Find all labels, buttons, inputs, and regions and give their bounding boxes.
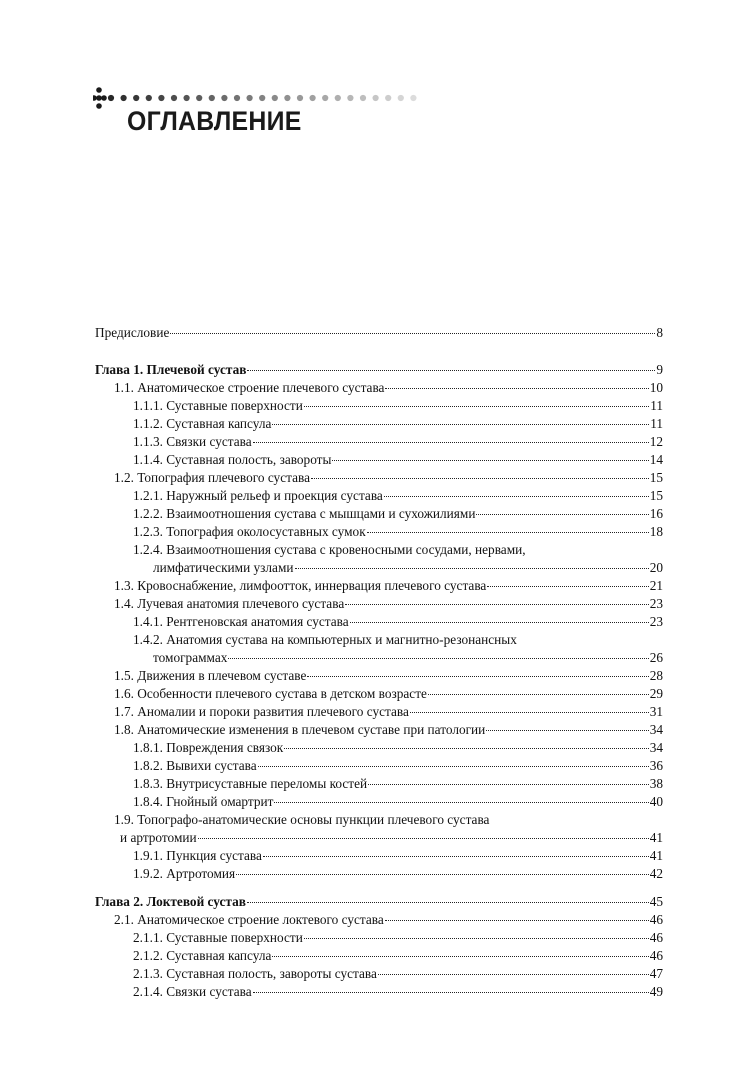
toc-entry bbox=[95, 631, 663, 667]
dot-leader bbox=[476, 514, 648, 515]
toc-entry-title: Глава 2. Локтевой сустав bbox=[95, 894, 246, 909]
dot-leader bbox=[332, 460, 648, 461]
toc-entry bbox=[95, 433, 663, 451]
dot-leader bbox=[350, 622, 649, 623]
ornament-dot bbox=[108, 95, 114, 101]
toc-entry-title: 2.1.1. Суставные поверхности bbox=[133, 930, 303, 945]
dot-leader bbox=[274, 802, 648, 803]
ornament-dot bbox=[373, 95, 379, 101]
toc-entry-title: и артротомии bbox=[120, 830, 197, 845]
ornament-dot bbox=[360, 95, 366, 101]
toc-page-number: 15 bbox=[649, 488, 663, 503]
ornament-dot bbox=[335, 95, 341, 101]
toc-page-number: 23 bbox=[649, 596, 663, 611]
toc-entry-title: 1.8. Анатомические изменения в плечевом суставе при патологии bbox=[114, 722, 486, 737]
toc-page-number: 46 bbox=[649, 948, 663, 963]
dot-leader bbox=[384, 496, 649, 497]
dot-leader bbox=[345, 604, 648, 605]
ornament-dot bbox=[234, 95, 240, 101]
toc-entry bbox=[95, 911, 663, 929]
toc-entry bbox=[95, 739, 663, 757]
toc-page-number: 14 bbox=[649, 452, 663, 467]
toc-page-number: 20 bbox=[649, 560, 663, 575]
toc-entry-title: 1.4. Лучевая анатомия плечевого сустава bbox=[114, 596, 345, 611]
toc-entry-title: 1.2.3. Топография околосуставных сумок bbox=[133, 524, 366, 539]
dot-leader bbox=[410, 712, 649, 713]
toc-entry-title: томограммах bbox=[153, 650, 228, 665]
toc-page-number: 15 bbox=[649, 470, 663, 485]
dot-leader bbox=[487, 586, 648, 587]
dot-leader bbox=[247, 370, 655, 371]
toc-page-number: 12 bbox=[649, 434, 663, 449]
ornament-dot bbox=[259, 95, 265, 101]
ornament-dot bbox=[96, 87, 102, 93]
toc-entry bbox=[95, 685, 663, 703]
ornament-dot bbox=[272, 95, 278, 101]
toc-entry-title: Предисловие bbox=[95, 325, 170, 340]
dot-leader bbox=[307, 676, 648, 677]
toc-entry bbox=[95, 397, 663, 415]
dot-leader bbox=[263, 856, 649, 857]
toc-page-number: 36 bbox=[649, 758, 663, 773]
toc-entry-title: 1.8.1. Повреждения связок bbox=[133, 740, 284, 755]
dot-leader bbox=[311, 478, 649, 479]
toc-entry bbox=[95, 595, 663, 613]
toc-entry-first-line: 1.2.4. Взаимоотношения сустава с кровеносными сосудами, нервами, bbox=[133, 542, 526, 557]
dot-leader bbox=[385, 920, 649, 921]
dot-leader bbox=[253, 992, 649, 993]
dot-leader bbox=[284, 748, 648, 749]
dot-leader bbox=[295, 568, 649, 569]
ornament-dot bbox=[121, 95, 127, 101]
toc-entry bbox=[95, 775, 663, 793]
toc-entry-title: 1.2. Топография плечевого сустава bbox=[114, 470, 310, 485]
toc-page-number: 46 bbox=[649, 912, 663, 927]
ornament-dot bbox=[101, 95, 107, 101]
toc-entry-title: 1.3. Кровоснабжение, лимфоотток, иннервация плечевого сустава bbox=[114, 578, 487, 593]
ornament-dot bbox=[322, 95, 328, 101]
toc-entry-title: 1.8.3. Внутрисуставные переломы костей bbox=[133, 776, 368, 791]
toc-page-number: 47 bbox=[649, 966, 663, 981]
dot-leader bbox=[304, 406, 649, 407]
toc-entry bbox=[95, 811, 663, 847]
page-title: ОГЛАВЛЕНИЕ bbox=[127, 106, 302, 136]
dot-leader bbox=[428, 694, 649, 695]
ornament-dot bbox=[284, 95, 290, 101]
ornament-dot bbox=[96, 103, 102, 109]
toc-entry bbox=[95, 847, 663, 865]
toc-entry-title: Глава 1. Плечевой сустав bbox=[95, 362, 247, 377]
dot-leader bbox=[378, 974, 649, 975]
ornament-dot bbox=[171, 95, 177, 101]
toc-entry-title: 1.1.3. Связки сустава bbox=[133, 434, 252, 449]
toc-page-number: 31 bbox=[649, 704, 663, 719]
ornament-dot bbox=[221, 95, 227, 101]
ornament-dot bbox=[410, 95, 416, 101]
ornament-dot bbox=[158, 95, 164, 101]
toc-entry bbox=[95, 667, 663, 685]
toc-entry-title: 1.4.1. Рентгеновская анатомия сустава bbox=[133, 614, 349, 629]
toc-page-number: 18 bbox=[649, 524, 663, 539]
dot-leader bbox=[272, 956, 648, 957]
toc-entry bbox=[95, 415, 663, 433]
toc-page-number: 8 bbox=[656, 325, 663, 340]
toc-entry-first-line: 1.9. Топографо-анатомические основы пункции плечевого сустава bbox=[114, 812, 490, 827]
toc-entry bbox=[95, 793, 663, 811]
ornament-dot bbox=[93, 95, 97, 101]
ornament-dot bbox=[209, 95, 215, 101]
toc-chapter-entry bbox=[95, 324, 663, 342]
toc-entry-title: 2.1. Анатомическое строение локтевого сустава bbox=[114, 912, 384, 927]
toc-page-number: 26 bbox=[649, 650, 663, 665]
toc-entry bbox=[95, 469, 663, 487]
toc-entry bbox=[95, 929, 663, 947]
toc-entry-title: 2.1.2. Суставная капсула bbox=[133, 948, 272, 963]
toc-page-number: 21 bbox=[649, 578, 663, 593]
toc-page-number: 23 bbox=[649, 614, 663, 629]
ornament-dot bbox=[310, 95, 316, 101]
toc-page-number: 40 bbox=[649, 794, 663, 809]
ornament-dot bbox=[347, 95, 353, 101]
dot-leader bbox=[247, 902, 649, 903]
toc-entry-title: 1.1.1. Суставные поверхности bbox=[133, 398, 303, 413]
dot-leader bbox=[368, 784, 649, 785]
dot-leader bbox=[253, 442, 649, 443]
toc-entry-title: 1.1.2. Суставная капсула bbox=[133, 416, 272, 431]
ornament-dot bbox=[196, 95, 202, 101]
dot-leader bbox=[385, 388, 648, 389]
toc-entry bbox=[95, 577, 663, 595]
toc-page-number: 34 bbox=[649, 722, 663, 737]
toc-entry-title: 1.8.2. Вывихи сустава bbox=[133, 758, 257, 773]
toc-page-number: 46 bbox=[649, 930, 663, 945]
toc-entry bbox=[95, 379, 663, 397]
toc-entry bbox=[95, 541, 663, 577]
toc-page-number: 41 bbox=[649, 848, 663, 863]
toc-entry-title: 2.1.3. Суставная полость, завороты сустава bbox=[133, 966, 377, 981]
toc-page-number: 42 bbox=[649, 866, 663, 881]
toc-entry bbox=[95, 505, 663, 523]
toc-page-number: 10 bbox=[649, 380, 663, 395]
toc-entry-title: 1.1.4. Суставная полость, завороты bbox=[133, 452, 332, 467]
toc-page-number: 11 bbox=[650, 416, 663, 431]
dot-leader bbox=[228, 658, 648, 659]
toc-entry bbox=[95, 721, 663, 739]
dot-leader bbox=[304, 938, 649, 939]
toc-entry-title: лимфатическими узлами bbox=[153, 560, 294, 575]
ornament-dot bbox=[133, 95, 139, 101]
toc-entry bbox=[95, 757, 663, 775]
toc-entry-title: 1.2.1. Наружный рельеф и проекция сустава bbox=[133, 488, 383, 503]
toc-entry bbox=[95, 865, 663, 883]
toc-chapter-entry bbox=[95, 893, 663, 911]
ornament-dot bbox=[297, 95, 303, 101]
toc-page-number: 34 bbox=[649, 740, 663, 755]
toc-page-number: 11 bbox=[650, 398, 663, 413]
toc-page-number: 38 bbox=[649, 776, 663, 791]
toc-entry-title: 1.7. Аномалии и пороки развития плечевого сустава bbox=[114, 704, 409, 719]
toc-page-number: 45 bbox=[649, 894, 663, 909]
toc-page-number: 29 bbox=[649, 686, 663, 701]
toc-page-number: 9 bbox=[656, 362, 663, 377]
toc-entry bbox=[95, 487, 663, 505]
toc-entry bbox=[95, 703, 663, 721]
toc-entry-title: 1.2.2. Взаимоотношения сустава с мышцами и сухожилиями bbox=[133, 506, 476, 521]
dot-leader bbox=[486, 730, 648, 731]
toc-entry-title: 1.9.2. Артротомия bbox=[133, 866, 236, 881]
toc-entry bbox=[95, 965, 663, 983]
ornament-dot bbox=[146, 95, 152, 101]
toc-entry-title: 1.5. Движения в плечевом суставе bbox=[114, 668, 307, 683]
ornament-dot bbox=[96, 95, 102, 101]
toc-entry-title: 2.1.4. Связки сустава bbox=[133, 984, 252, 999]
dot-leader bbox=[272, 424, 649, 425]
toc-entry-title: 1.8.4. Гнойный омартрит bbox=[133, 794, 274, 809]
ornament-dot bbox=[398, 95, 404, 101]
dot-leader bbox=[170, 333, 655, 334]
toc-entry bbox=[95, 947, 663, 965]
toc-entry bbox=[95, 613, 663, 631]
ornament-dot bbox=[247, 95, 253, 101]
toc-entry-title: 1.6. Особенности плечевого сустава в детском возрасте bbox=[114, 686, 427, 701]
ornament-dot bbox=[184, 95, 190, 101]
toc-entry-title: 1.1. Анатомическое строение плечевого сустава bbox=[114, 380, 385, 395]
toc-chapter-entry bbox=[95, 361, 663, 379]
toc-page-number: 28 bbox=[649, 668, 663, 683]
dot-leader bbox=[236, 874, 649, 875]
dot-leader bbox=[367, 532, 649, 533]
dot-leader bbox=[198, 838, 649, 839]
toc-entry bbox=[95, 451, 663, 469]
toc-entry-first-line: 1.4.2. Анатомия сустава на компьютерных и магнитно-резонансных bbox=[133, 632, 517, 647]
toc-page-number: 16 bbox=[649, 506, 663, 521]
toc-entry-title: 1.9.1. Пункция сустава bbox=[133, 848, 262, 863]
dot-leader bbox=[258, 766, 649, 767]
toc-page-number: 41 bbox=[649, 830, 663, 845]
toc-entry bbox=[95, 983, 663, 1001]
toc-entry bbox=[95, 523, 663, 541]
toc-page-number: 49 bbox=[649, 984, 663, 999]
ornament-dot bbox=[385, 95, 391, 101]
